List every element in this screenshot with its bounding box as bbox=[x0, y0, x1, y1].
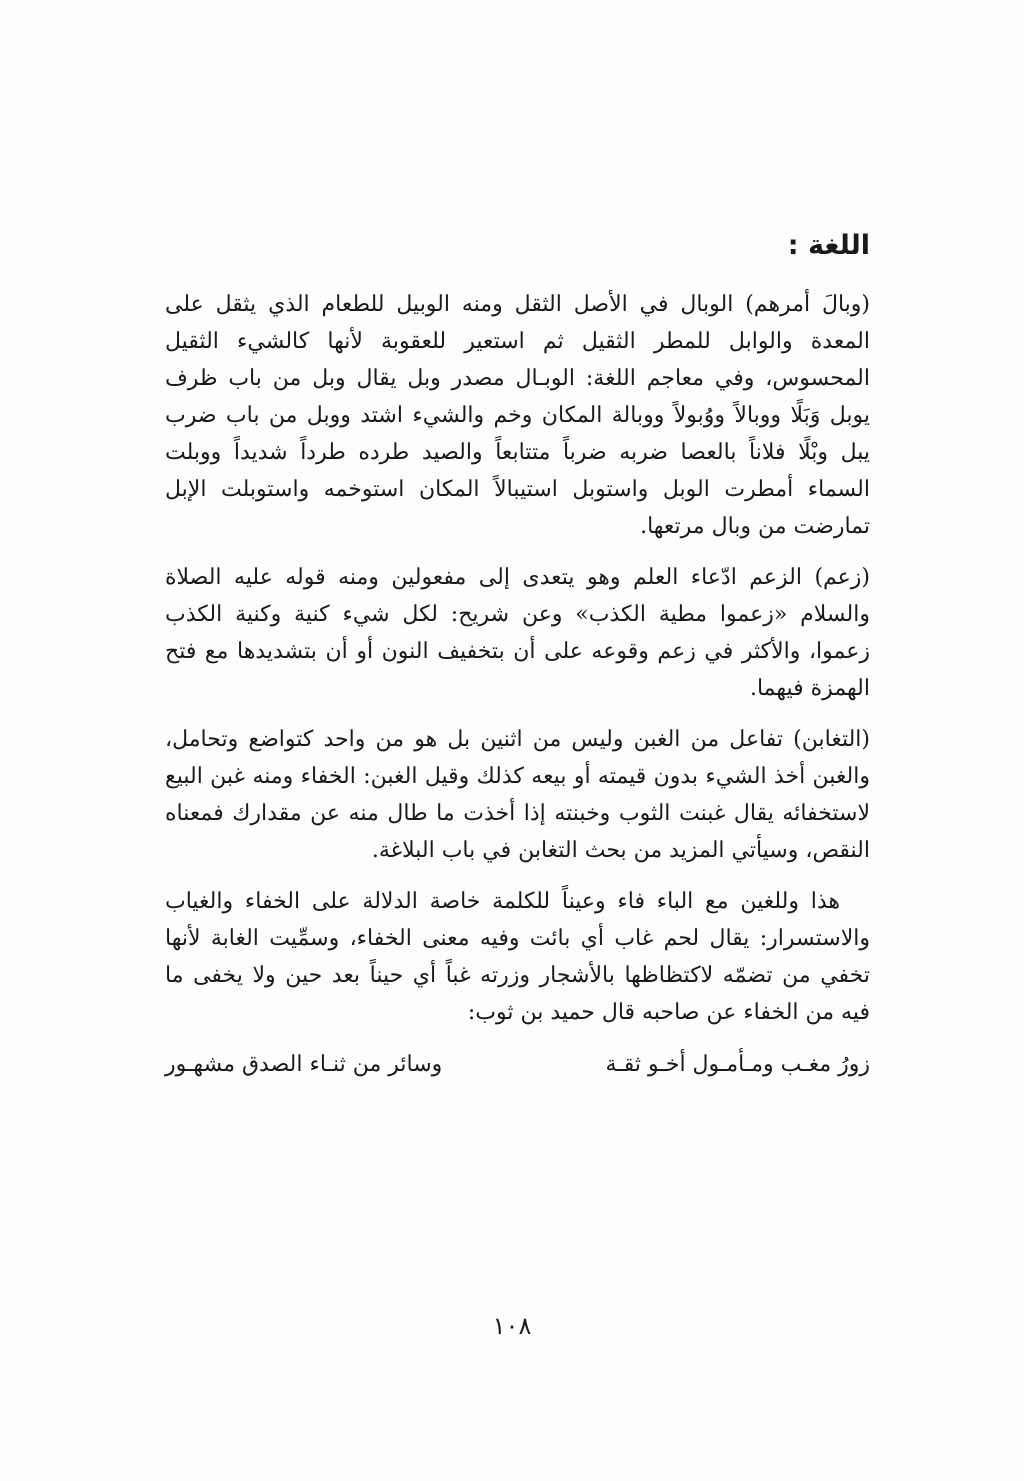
page-number: ١٠٨ bbox=[492, 1312, 532, 1340]
section-heading: اللغة : bbox=[787, 230, 870, 261]
paragraph-wabal: (وبالَ أمرهم) الوبال في الأصل الثقل ومنه الوبيل للطعام الذي يثقل على المعدة والوابل للمطر الثقيل ثم استعير للعقوبة لأنها كالشيء الثقيل المحسوس، وفي معاجم اللغة: الوبـال مصدر وبل يقال وبل من باب ظرف يوبل وَبَلًا ووبالاً ووُبولاً ووبالة المكان وخم والشيء اشتد ووبل من باب ضرب يبل وبْلًا فلاناً بالعصا ضربه ضرباً متتابعاً والصيد طرده طرداً شديداً ووبلت السماء أمطرت الوبل واستوبل استيبالاً المكان استوخمه واستوبلت الإبل تمارضت من وبال مرتعها. bbox=[165, 292, 870, 539]
verse-first-hemistich: زورُ مغـب ومـأمـول أخـو ثقـة bbox=[605, 1052, 870, 1077]
paragraph-zaam: (زعم) الزعم ادّعاء العلم وهو يتعدى إلى مفعولين ومنه قوله عليه الصلاة والسلام «زعموا مطية الكذب» وعن شريح: لكل شيء كنية وكنية الكذب زعموا، والأكثر في زعم وقوعه على أن بتخفيف النون أو أن بتشديدها مع فتح الهمزة فيهما. bbox=[165, 565, 870, 701]
paragraph-taghabun: (التغابن) تفاعل من الغبن وليس من اثنين بل هو من واحد كتواضع وتحامل، والغبن أخذ الشيء بدون قيمته أو بيعه كذلك وقيل الغبن: الخفاء ومنه غبن البيع لاستخفائه يقال غبنت الثوب وخبنته إذا أخذت ما طال منه عن مقدارك فمعناه النقص، وسيأتي المزيد من بحث التغابن في باب البلاغة. bbox=[165, 727, 870, 863]
poetry-verse bbox=[165, 1045, 870, 1085]
page-body bbox=[165, 222, 870, 1085]
paragraph-ghayn-ba: هذا وللغين مع الباء فاء وعيناً للكلمة خاصة الدلالة على الخفاء والغياب والاستسرار: يقال لحم غاب أي بائت وفيه معنى الخفاء، وسمِّيت الغابة لأنها تخفي من تضمّه لاكتظاظها بالأشجار وزرته غباً أي حيناً بعد حين ولا يخفى ما فيه من الخفاء عن صاحبه قال حميد بن ثوب: bbox=[165, 889, 870, 1025]
verse-second-hemistich: وسائر من ثنـاء الصدق مشهـور bbox=[165, 1052, 443, 1077]
